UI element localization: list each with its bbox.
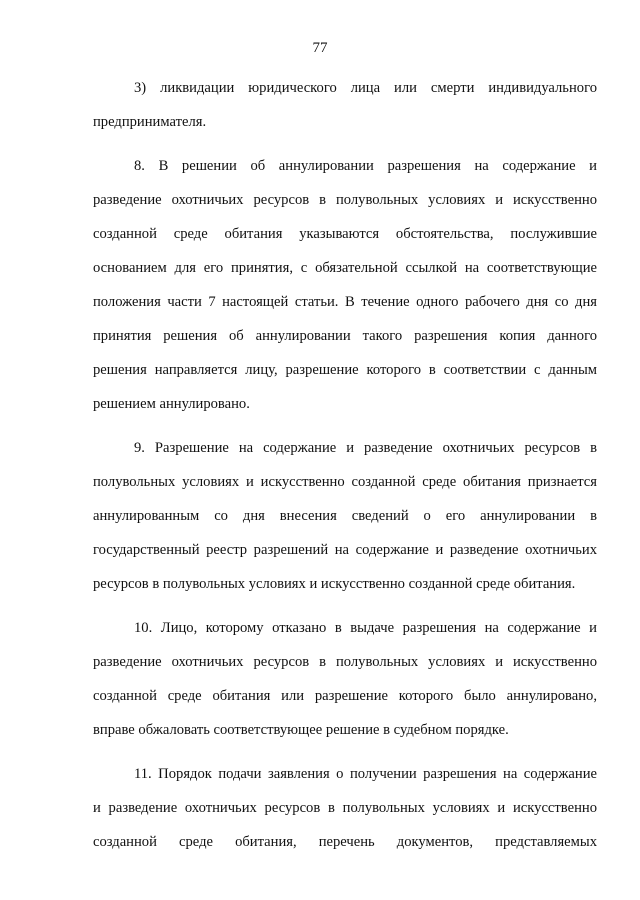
text-line: вправе обжаловать соответствующее решение в судебном порядке.: [93, 722, 509, 738]
paragraph-11: [93, 757, 597, 859]
text-line: разведение охотничьих ресурсов в полувольных условиях и искусственно: [93, 654, 597, 670]
paragraph-10: [93, 611, 597, 747]
text-line: принятия решения об аннулировании такого разрешения копия данного: [93, 328, 597, 344]
text-line: решения направляется лицу, разрешение которого в соответствии с данным: [93, 362, 597, 378]
text-line: полувольных условиях и искусственно созданной среде обитания признается: [93, 474, 597, 490]
document-body: [93, 71, 597, 859]
text-line: ресурсов в полувольных условиях и искусственно созданной среде обитания.: [93, 576, 576, 592]
text-line: государственный реестр разрешений на содержание и разведение охотничьих: [93, 542, 597, 558]
text-line: 9. Разрешение на содержание и разведение охотничьих ресурсов в: [134, 440, 597, 456]
text-line: аннулированным со дня внесения сведений о его аннулировании в: [93, 508, 597, 524]
paragraph-8: [93, 149, 597, 421]
text-line: основанием для его принятия, с обязательной ссылкой на соответствующие: [93, 260, 597, 276]
paragraph-item-3-continuation: [93, 71, 597, 139]
text-line: и разведение охотничьих ресурсов в полувольных условиях и искусственно: [93, 800, 597, 816]
paragraph-9: [93, 431, 597, 601]
text-line: 11. Порядок подачи заявления о получении разрешения на содержание: [134, 766, 597, 782]
text-line: предпринимателя.: [93, 114, 207, 130]
text-line: 10. Лицо, которому отказано в выдаче разрешения на содержание и: [134, 620, 597, 636]
text-line: созданной среде обитания, перечень документов, представляемых: [93, 834, 597, 850]
text-line: положения части 7 настоящей статьи. В течение одного рабочего дня со дня: [93, 294, 597, 310]
text-line: созданной среде обитания указываются обстоятельства, послужившие: [93, 226, 597, 242]
text-line: 8. В решении об аннулировании разрешения на содержание и: [134, 158, 597, 174]
text-line: 3) ликвидации юридического лица или смерти индивидуального: [134, 80, 597, 96]
page-number: 77: [312, 40, 328, 56]
text-line: разведение охотничьих ресурсов в полувольных условиях и искусственно: [93, 192, 597, 208]
text-line: решением аннулировано.: [93, 396, 250, 412]
text-line: созданной среде обитания или разрешение которого было аннулировано,: [93, 688, 597, 704]
